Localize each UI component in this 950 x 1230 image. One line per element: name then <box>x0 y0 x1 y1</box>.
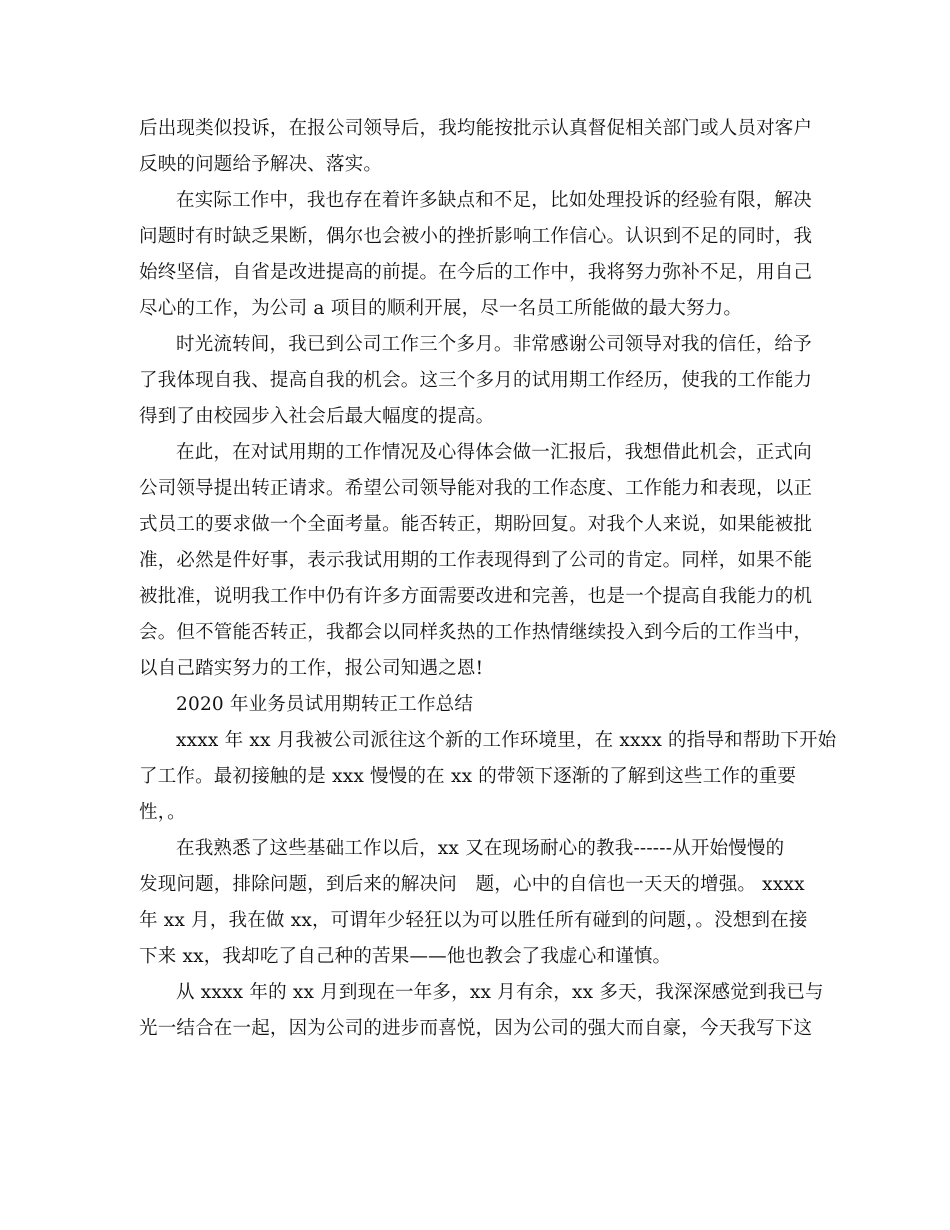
paragraph-start-line: xxxx 年 xx 月我被公司派往这个新的工作环境里，在 xxxx 的指导和帮助下开始 <box>176 730 837 751</box>
text-line: 了我体现自我、提高自我的机会。这三个多月的试用期工作经历，使我的工作能力 <box>139 370 813 391</box>
paragraph-start-line: 在我熟悉了这些基础工作以后，xx 又在现场耐心的教我------从开始慢慢的 <box>176 838 785 859</box>
text-line: 光一结合在一起，因为公司的进步而喜悦，因为公司的强大而自豪，今天我写下这 <box>139 1018 813 1039</box>
text-line: 尽心的工作，为公司 a 项目的顺利开展，尽一名员工所能做的最大努力。 <box>139 298 743 319</box>
text-line: 始终坚信，自省是改进提高的前提。在今后的工作中，我将努力弥补不足，用自己 <box>139 262 813 283</box>
text-line: 了工作。最初接触的是 xxx 慢慢的在 xx 的带领下逐渐的了解到这些工作的重要 <box>139 766 797 787</box>
paragraph-start-line: 在实际工作中，我也存在着许多缺点和不足，比如处理投诉的经验有限，解决 <box>176 190 812 211</box>
text-line: 发现问题，排除问题，到后来的解决问 题，心中的自信也一天天的增强。 xxxx <box>139 874 805 895</box>
paragraph-start-line: 在此，在对试用期的工作情况及心得体会做一汇报后，我想借此机会，正式向 <box>176 442 812 463</box>
text-line: 年 xx 月，我在做 xx，可谓年少轻狂以为可以胜任所有碰到的问题，。没想到在接 <box>139 910 808 931</box>
text-line: 准，必然是件好事，表示我试用期的工作表现得到了公司的肯定。同样，如果不能 <box>139 550 813 571</box>
text-line: 式员工的要求做一个全面考量。能否转正，期盼回复。对我个人来说，如果能被批 <box>139 514 813 535</box>
text-line: 公司领导提出转正请求。希望公司领导能对我的工作态度、工作能力和表现，以正 <box>139 478 813 499</box>
paragraph-start-line: 时光流转间，我已到公司工作三个多月。非常感谢公司领导对我的信任，给予 <box>176 334 812 355</box>
text-line: 问题时有时缺乏果断，偶尔也会被小的挫折影响工作信心。认识到不足的同时，我 <box>139 226 813 247</box>
text-line: 下来 xx，我却吃了自己种的苦果——他也教会了我虚心和谨慎。 <box>139 946 672 967</box>
text-line: 得到了由校园步入社会后最大幅度的提高。 <box>139 406 495 427</box>
text-line: 后出现类似投诉，在报公司领导后，我均能按批示认真督促相关部门或人员对客户 <box>139 118 813 139</box>
text-line: 反映的问题给予解决、落实。 <box>139 154 383 175</box>
paragraph-start-line: 从 xxxx 年的 xx 月到现在一年多，xx 月有余，xx 多天，我深深感觉到我已与 <box>176 982 824 1003</box>
text-line: 被批准，说明我工作中仍有许多方面需要改进和完善，也是一个提高自我能力的机 <box>139 586 813 607</box>
section-title: 2020 年业务员试用期转正工作总结 <box>176 694 474 715</box>
text-line: 以自己踏实努力的工作，报公司知遇之恩! <box>139 658 484 679</box>
text-line: 性，。 <box>139 802 186 823</box>
text-line: 会。但不管能否转正，我都会以同样炙热的工作热情继续投入到今后的工作当中， <box>139 622 813 643</box>
